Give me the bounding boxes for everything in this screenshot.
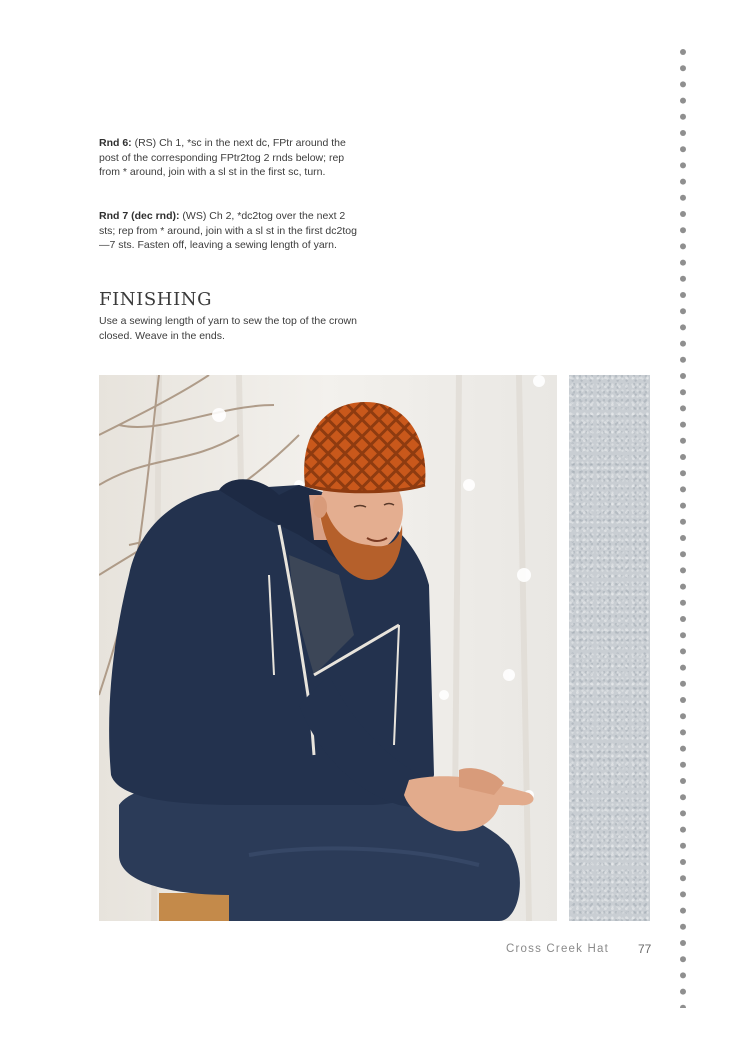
border-dot bbox=[680, 179, 686, 185]
border-dot bbox=[680, 211, 686, 217]
border-dot bbox=[680, 454, 686, 460]
border-dot bbox=[680, 665, 686, 671]
border-dot bbox=[680, 243, 686, 249]
decorative-texture-panel bbox=[569, 375, 650, 921]
finishing-heading: FINISHING bbox=[99, 289, 213, 310]
border-dot bbox=[680, 308, 686, 314]
border-dot bbox=[680, 162, 686, 168]
border-dot bbox=[680, 389, 686, 395]
border-dot bbox=[680, 778, 686, 784]
border-dot bbox=[680, 891, 686, 897]
border-dot bbox=[680, 65, 686, 71]
border-dot bbox=[680, 810, 686, 816]
border-dot bbox=[680, 486, 686, 492]
border-dot bbox=[680, 940, 686, 946]
border-dot bbox=[680, 357, 686, 363]
border-dot bbox=[680, 989, 686, 995]
border-dot bbox=[680, 535, 686, 541]
border-dot bbox=[680, 843, 686, 849]
border-dot bbox=[680, 324, 686, 330]
round-7-label: Rnd 7 (dec rnd): bbox=[99, 210, 180, 222]
round-7-text: (WS) Ch 2, *dc2tog over the next 2 sts; rep from * around, join with a sl st in the first dc2tog —7 sts. Fasten off, leaving a sewing length of yarn. bbox=[99, 210, 357, 252]
border-dot bbox=[680, 260, 686, 266]
border-dot bbox=[680, 729, 686, 735]
border-dot bbox=[680, 98, 686, 104]
border-dot bbox=[680, 503, 686, 509]
border-dot bbox=[680, 600, 686, 606]
page-number: 77 bbox=[638, 942, 652, 956]
border-dot bbox=[680, 49, 686, 55]
border-dot bbox=[680, 762, 686, 768]
border-dot bbox=[680, 114, 686, 120]
border-dot bbox=[680, 567, 686, 573]
border-dot bbox=[680, 373, 686, 379]
finishing-instructions: Use a sewing length of yarn to sew the top of the crown closed. Weave in the ends. bbox=[99, 315, 357, 342]
border-dot bbox=[680, 648, 686, 654]
border-dot bbox=[680, 341, 686, 347]
border-dot bbox=[680, 130, 686, 136]
border-dot bbox=[680, 859, 686, 865]
round-6-text: (RS) Ch 1, *sc in the next dc, FPtr around the post of the corresponding FPtr2tog 2 rnds below; rep from * around, join with a sl st in the first sc, turn. bbox=[99, 137, 346, 179]
round-6-instructions bbox=[99, 136, 359, 180]
border-dot bbox=[680, 519, 686, 525]
dotted-border bbox=[678, 48, 688, 1008]
border-dot bbox=[680, 794, 686, 800]
border-dot bbox=[680, 827, 686, 833]
border-dot bbox=[680, 632, 686, 638]
border-dot bbox=[680, 81, 686, 87]
border-dot bbox=[680, 681, 686, 687]
model-photo bbox=[99, 375, 557, 921]
border-dot bbox=[680, 195, 686, 201]
border-dot bbox=[680, 616, 686, 622]
border-dot bbox=[680, 292, 686, 298]
model-photo-illustration bbox=[99, 375, 557, 921]
round-7-instructions bbox=[99, 209, 359, 253]
border-dot bbox=[680, 746, 686, 752]
border-dot bbox=[680, 713, 686, 719]
border-dot bbox=[680, 276, 686, 282]
border-dot bbox=[680, 438, 686, 444]
border-dot bbox=[680, 875, 686, 881]
border-dot bbox=[680, 227, 686, 233]
border-dot bbox=[680, 924, 686, 930]
border-dot bbox=[680, 470, 686, 476]
border-dot bbox=[680, 584, 686, 590]
footer-pattern-title: Cross Creek Hat bbox=[506, 943, 609, 955]
border-dot bbox=[680, 972, 686, 978]
round-6-label: Rnd 6: bbox=[99, 137, 132, 149]
border-dot bbox=[680, 405, 686, 411]
border-dot bbox=[680, 146, 686, 152]
border-dot bbox=[680, 908, 686, 914]
border-dot bbox=[680, 422, 686, 428]
border-dot bbox=[680, 1005, 686, 1008]
border-dot bbox=[680, 551, 686, 557]
border-dot bbox=[680, 697, 686, 703]
border-dot bbox=[680, 956, 686, 962]
